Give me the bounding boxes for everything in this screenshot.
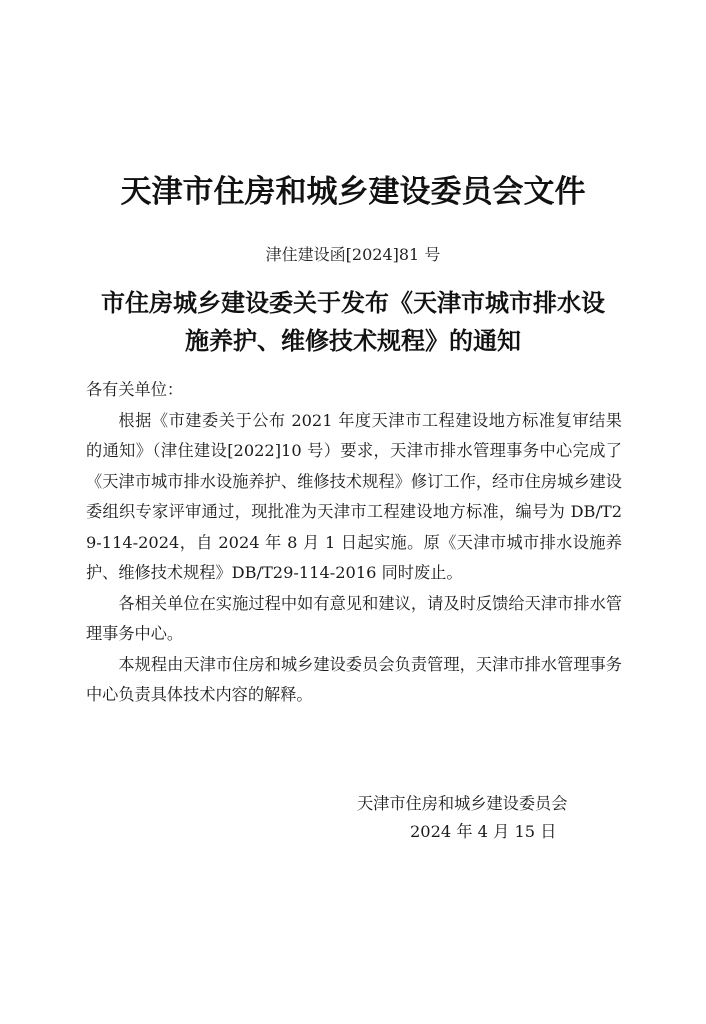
notice-body [86, 375, 622, 711]
body-paragraph-2: 各相关单位在实施过程中如有意见和建议，请及时反馈给天津市排水管理事务中心。 [86, 593, 622, 643]
signature-organization: 天津市住房和城乡建设委员会 [357, 794, 568, 813]
notice-title [80, 284, 626, 360]
document-number: 津住建设函[2024]81 号 [265, 245, 441, 264]
issuer-file-heading: 天津市住房和城乡建设委员会文件 [120, 174, 586, 210]
salutation: 各有关单位： [86, 380, 184, 399]
signature-date: 2024 年 4 月 15 日 [410, 822, 557, 841]
body-paragraph-1: 根据《市建委关于公布 2021 年度天津市工程建设地方标准复审结果的通知》（津住建设[2022]10 号）要求，天津市排水管理事务中心完成了《天津市城市排水设施养护、维修技术规程》修订工作，经市住房城乡建设委组织专家评审通过，现批准为天津市工程建设地方标准，编号为 DB/T29-114-2024，自 2024 年 8 月 1 日起实施。原《天津市城市排水设施养护、维修技术规程》DB/T29-114-2016 同时废止。 [86, 410, 622, 582]
notice-title-line-1: 市住房城乡建设委关于发布《天津市城市排水设 [101, 288, 605, 317]
notice-title-line-2: 施养护、维修技术规程》的通知 [185, 326, 521, 355]
body-paragraph-3: 本规程由天津市住房和城乡建设委员会负责管理，天津市排水管理事务中心负责具体技术内容的解释。 [86, 654, 622, 704]
